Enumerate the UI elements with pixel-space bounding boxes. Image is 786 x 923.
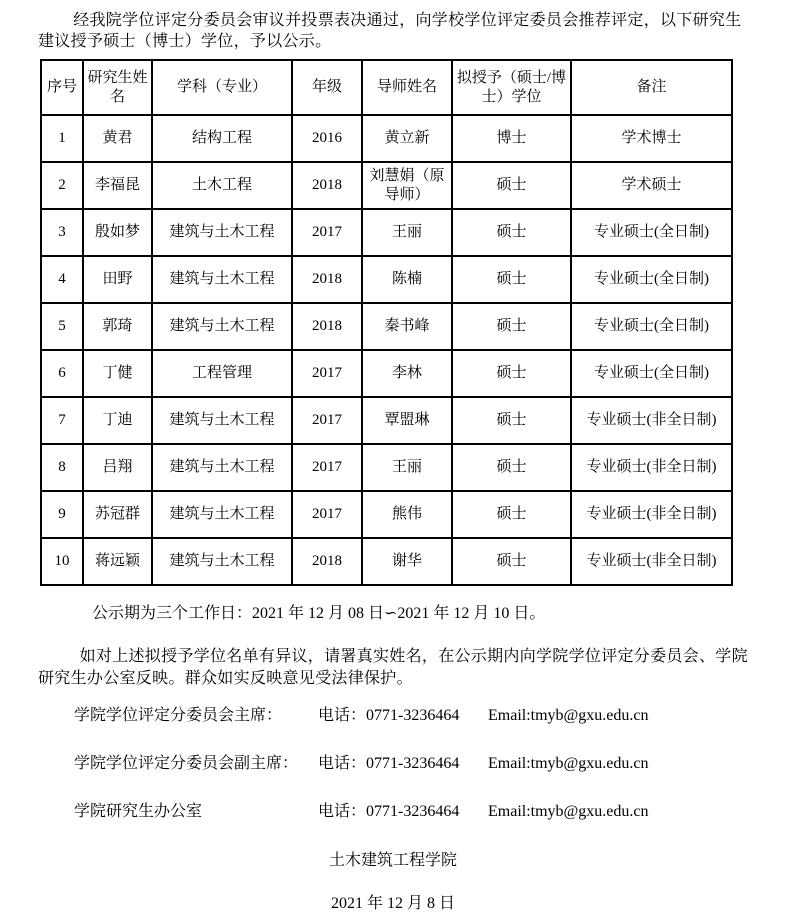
table-cell: 苏冠群 — [83, 491, 152, 538]
table-cell: 建筑与土木工程 — [152, 491, 292, 538]
table-cell: 5 — [41, 303, 83, 350]
table-cell: 6 — [41, 350, 83, 397]
table-cell: 覃盟琳 — [362, 397, 452, 444]
table-cell: 黄立新 — [362, 115, 452, 162]
table-cell: 秦书峰 — [362, 303, 452, 350]
table-cell: 黄君 — [83, 115, 152, 162]
table-row — [41, 115, 732, 162]
table-cell: 工程管理 — [152, 350, 292, 397]
table-cell: 建筑与土木工程 — [152, 209, 292, 256]
table-cell: 硕士 — [452, 397, 571, 444]
table-row — [41, 303, 732, 350]
table-cell: 殷如梦 — [83, 209, 152, 256]
table-cell: 硕士 — [452, 350, 571, 397]
table-body — [41, 115, 732, 585]
table-cell: 陈楠 — [362, 256, 452, 303]
table-cell: 2017 — [292, 491, 362, 538]
table-cell: 1 — [41, 115, 83, 162]
table-cell: 土木工程 — [152, 162, 292, 209]
table-cell: 硕士 — [452, 538, 571, 585]
contact-email: Email:tmyb@gxu.edu.cn — [488, 803, 649, 820]
table-cell: 丁迪 — [83, 397, 152, 444]
table-cell: 硕士 — [452, 256, 571, 303]
contact-phone: 电话：0771-3236464 — [318, 755, 460, 772]
table-cell: 专业硕士(全日制) — [571, 350, 732, 397]
table-cell: 李林 — [362, 350, 452, 397]
table-cell: 专业硕士(非全日制) — [571, 444, 732, 491]
table-cell: 10 — [41, 538, 83, 585]
table-row — [41, 444, 732, 491]
table-cell: 2016 — [292, 115, 362, 162]
table-cell: 专业硕士(非全日制) — [571, 397, 732, 444]
table-cell: 王丽 — [362, 209, 452, 256]
contact-label: 学院学位评定分委员会副主席： — [74, 755, 299, 772]
table-cell: 建筑与土木工程 — [152, 397, 292, 444]
table-cell: 2017 — [292, 209, 362, 256]
table-cell: 硕士 — [452, 209, 571, 256]
column-header-index: 序号 — [41, 60, 83, 115]
table-cell: 2017 — [292, 444, 362, 491]
degree-candidates-table — [40, 59, 733, 586]
table-row — [41, 538, 732, 585]
column-header-advisor: 导师姓名 — [362, 60, 452, 115]
contact-row-graduate-office — [38, 801, 748, 823]
contact-label: 学院学位评定分委员会主席： — [74, 707, 283, 724]
table-cell: 刘慧娟（原导师） — [362, 162, 452, 209]
table-cell: 专业硕士(全日制) — [571, 209, 732, 256]
table-cell: 建筑与土木工程 — [152, 303, 292, 350]
table-cell: 2018 — [292, 538, 362, 585]
table-cell: 结构工程 — [152, 115, 292, 162]
table-header-row — [41, 60, 732, 115]
intro-paragraph: 经我院学位评定分委员会审议并投票表决通过，向学校学位评定委员会推荐评定，以下研究生建议授予硕士（博士）学位，予以公示。 — [38, 12, 742, 50]
table-cell: 学术硕士 — [571, 162, 732, 209]
table-row — [41, 350, 732, 397]
table-cell: 硕士 — [452, 491, 571, 538]
table-cell: 谢华 — [362, 538, 452, 585]
column-header-remarks: 备注 — [571, 60, 732, 115]
signature-organization: 土木建筑工程学院 — [328, 852, 457, 869]
table-row — [41, 491, 732, 538]
table-cell: 4 — [41, 256, 83, 303]
signature-date: 2021 年 12 月 8 日 — [330, 895, 455, 912]
table-cell: 3 — [41, 209, 83, 256]
table-cell: 专业硕士(非全日制) — [571, 538, 732, 585]
table-cell: 博士 — [452, 115, 571, 162]
table-row — [41, 397, 732, 444]
table-cell: 9 — [41, 491, 83, 538]
table-cell: 专业硕士(全日制) — [571, 303, 732, 350]
table-cell: 李福昆 — [83, 162, 152, 209]
table-cell: 郭琦 — [83, 303, 152, 350]
table-cell: 丁健 — [83, 350, 152, 397]
table-row — [41, 256, 732, 303]
table-cell: 王丽 — [362, 444, 452, 491]
table-cell: 2018 — [292, 256, 362, 303]
table-row — [41, 162, 732, 209]
table-cell: 熊伟 — [362, 491, 452, 538]
column-header-name: 研究生姓名 — [83, 60, 152, 115]
column-header-grade: 年级 — [292, 60, 362, 115]
table-row — [41, 209, 732, 256]
table-cell: 硕士 — [452, 444, 571, 491]
contact-email: Email:tmyb@gxu.edu.cn — [488, 755, 649, 772]
table-cell: 硕士 — [452, 162, 571, 209]
table-cell: 建筑与土木工程 — [152, 256, 292, 303]
column-header-major: 学科（专业） — [152, 60, 292, 115]
table-cell: 2017 — [292, 397, 362, 444]
table-cell: 吕翔 — [83, 444, 152, 491]
table-cell: 2018 — [292, 303, 362, 350]
objection-paragraph: 如对上述拟授予学位名单有异议，请署真实姓名，在公示期内向学院学位评定分委员会、学院研究生办公室反映。群众如实反映意见受法律保护。 — [38, 648, 748, 687]
table-cell: 蒋远颖 — [83, 538, 152, 585]
column-header-degree: 拟授予（硕士/博士）学位 — [452, 60, 571, 115]
table-cell: 2018 — [292, 162, 362, 209]
table-cell: 学术博士 — [571, 115, 732, 162]
table-cell: 2017 — [292, 350, 362, 397]
contact-label: 学院研究生办公室 — [74, 803, 203, 820]
table-cell: 建筑与土木工程 — [152, 538, 292, 585]
table-cell: 专业硕士(全日制) — [571, 256, 732, 303]
table-cell: 7 — [41, 397, 83, 444]
table-cell: 专业硕士(非全日制) — [571, 491, 732, 538]
contact-email: Email:tmyb@gxu.edu.cn — [488, 707, 649, 724]
table-cell: 建筑与土木工程 — [152, 444, 292, 491]
table-header — [41, 60, 732, 115]
notice-period-text: 公示期为三个工作日：2021 年 12 月 08 日∽2021 年 12 月 10 日。 — [92, 605, 546, 622]
contact-row-chair — [38, 705, 748, 727]
table-cell: 硕士 — [452, 303, 571, 350]
contact-phone: 电话：0771-3236464 — [318, 707, 460, 724]
table-cell: 田野 — [83, 256, 152, 303]
contact-list — [38, 705, 748, 823]
table-cell: 2 — [41, 162, 83, 209]
contact-row-vice-chair — [38, 753, 748, 775]
contact-phone: 电话：0771-3236464 — [318, 803, 460, 820]
table-cell: 8 — [41, 444, 83, 491]
